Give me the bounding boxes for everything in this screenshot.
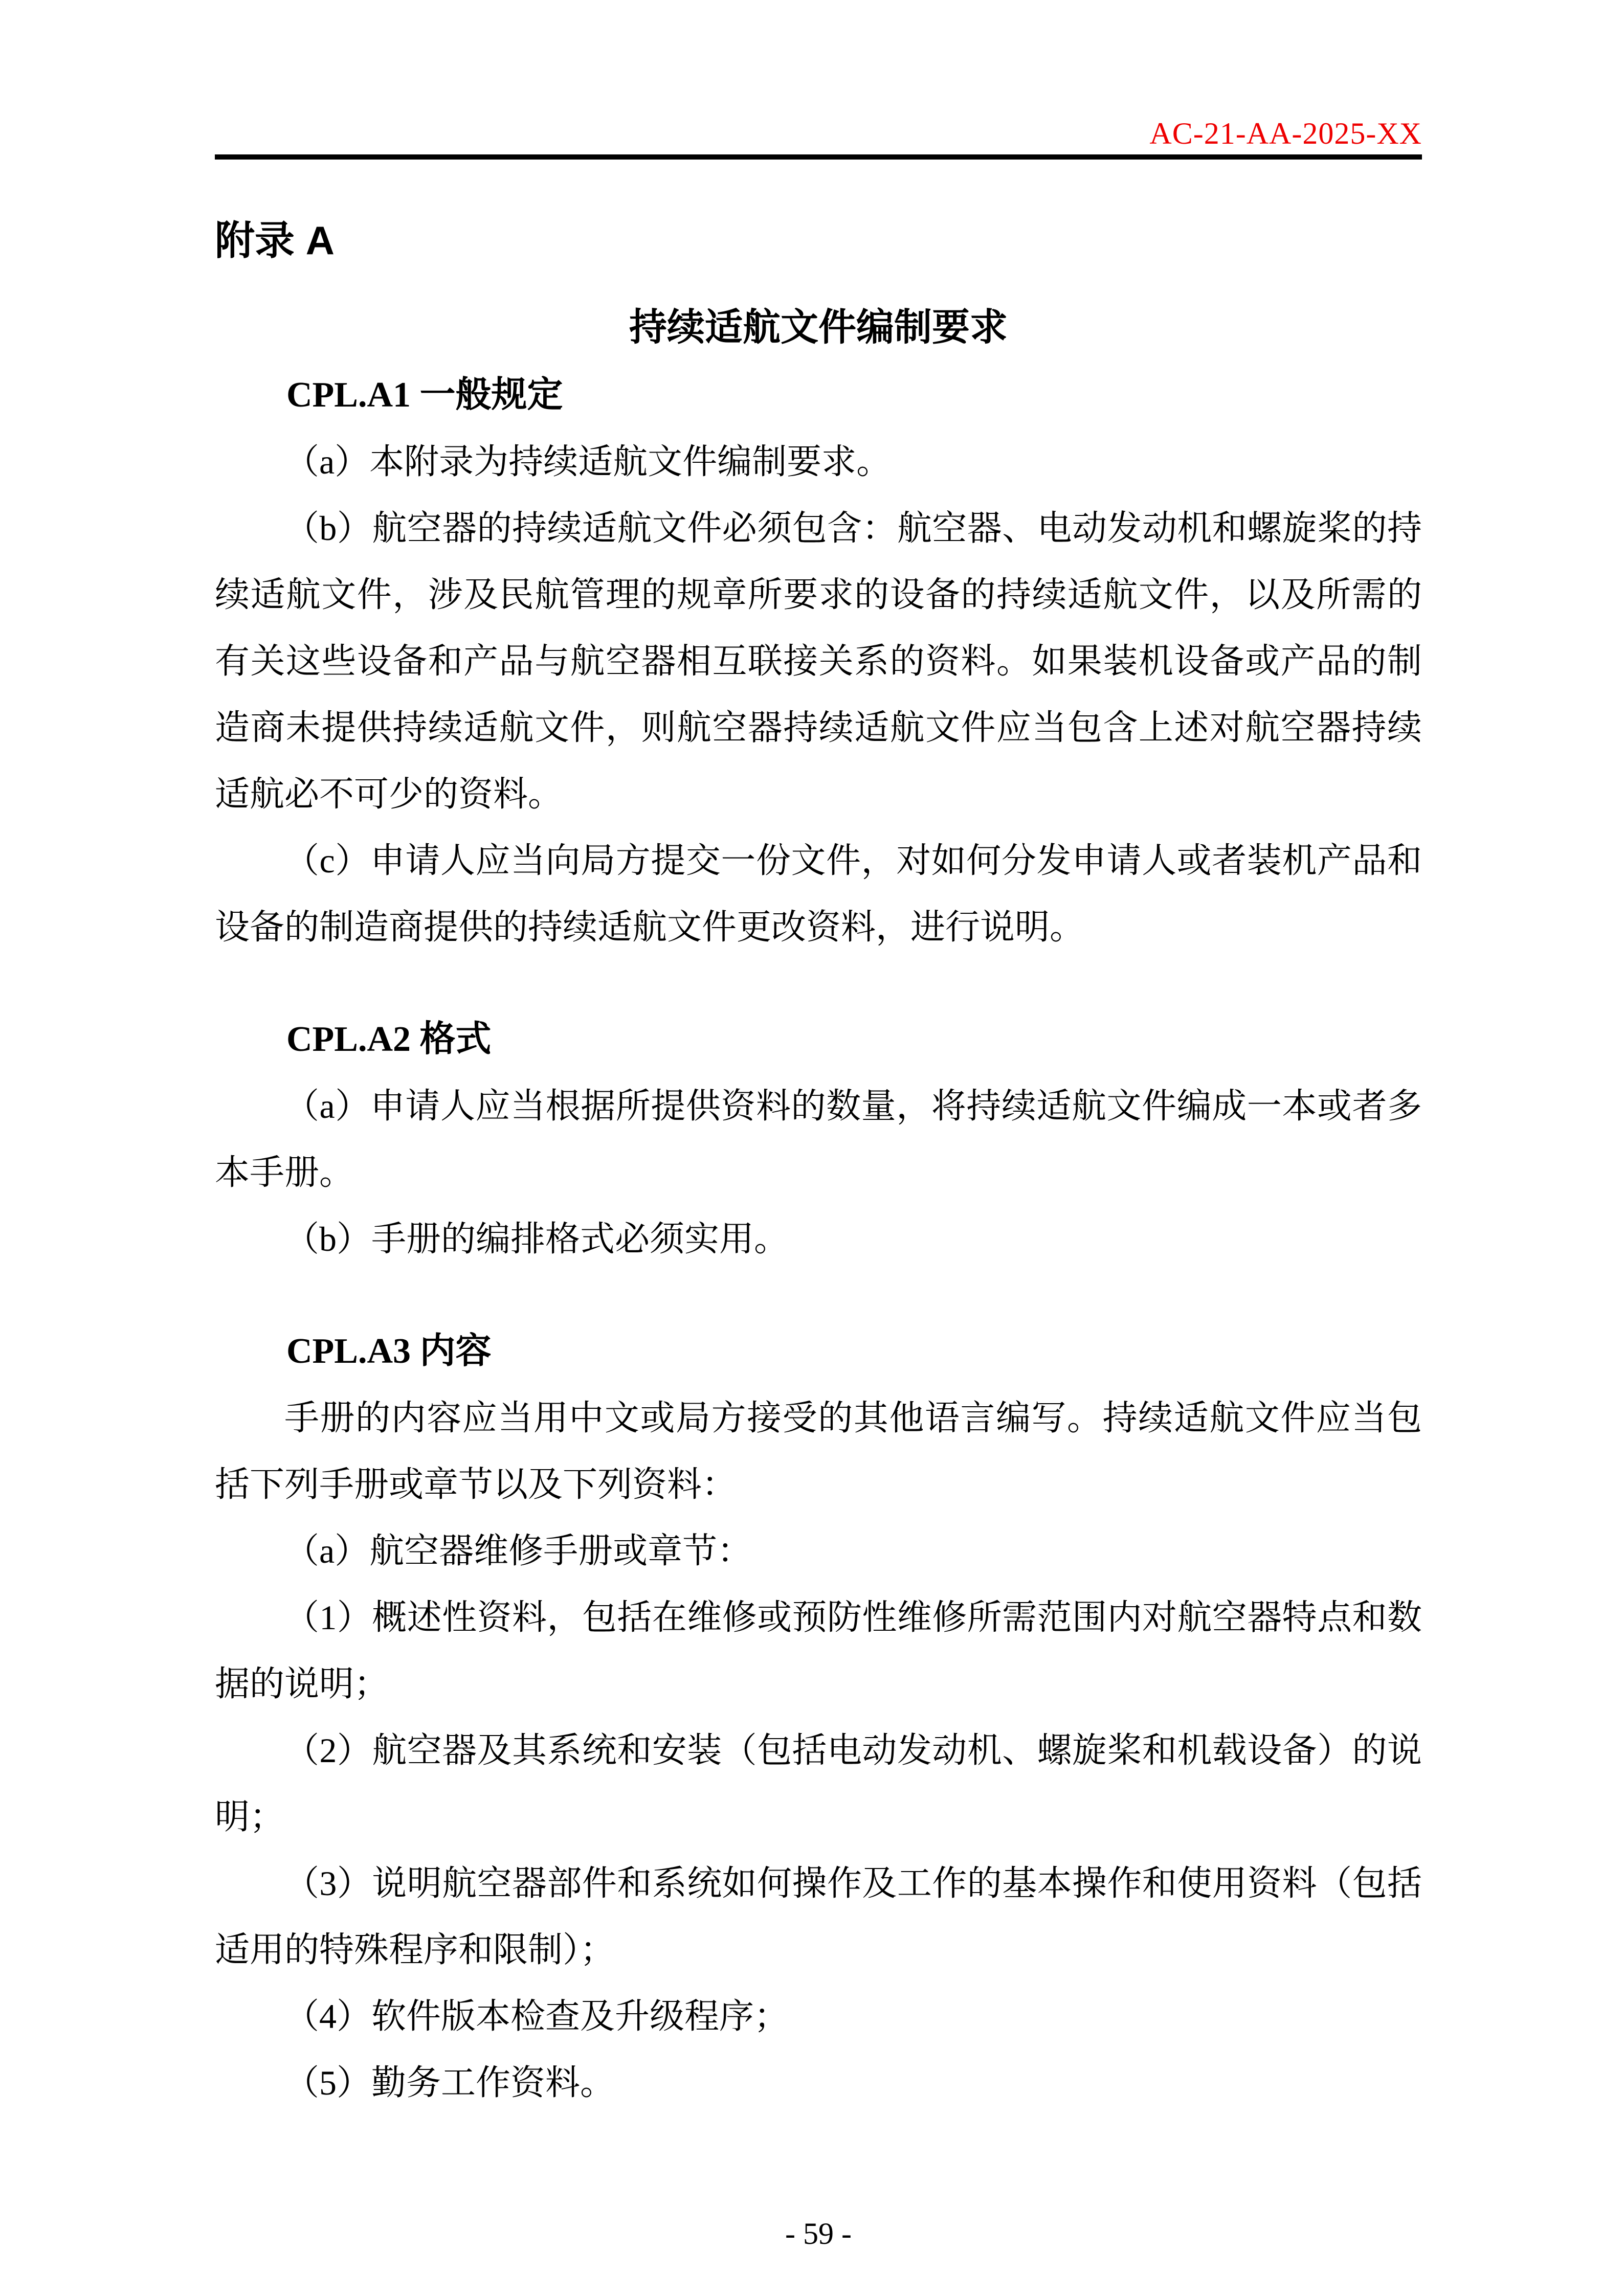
- paragraph: （a）申请人应当根据所提供资料的数量，将持续适航文件编成一本或者多本手册。: [215, 1087, 1422, 1192]
- paragraph: （b）手册的编排格式必须实用。: [284, 1220, 789, 1258]
- sections: [215, 362, 1422, 2116]
- section: [215, 1318, 1422, 2116]
- paragraph: （a）本附录为持续适航文件编制要求。: [284, 442, 892, 481]
- section: [215, 1006, 1422, 1272]
- section: [215, 362, 1422, 960]
- appendix-label: 附录 A: [215, 218, 335, 263]
- paragraph: （c）申请人应当向局方提交一份文件，对如何分发申请人或者装机产品和设备的制造商提供的持续适航文件更改资料，进行说明。: [215, 841, 1422, 947]
- header-rule: [215, 154, 1422, 160]
- section-paragraphs: [215, 1073, 1422, 1272]
- paragraph: （1）概述性资料，包括在维修或预防性维修所需范围内对航空器特点和数据的说明；: [215, 1598, 1422, 1703]
- section-heading: CPL.A1 一般规定: [286, 375, 563, 415]
- page-title: 持续适航文件编制要求: [629, 306, 1008, 348]
- page-number: - 59 -: [785, 2217, 852, 2250]
- paragraph: （2）航空器及其系统和安装（包括电动发动机、螺旋桨和机载设备）的说明；: [215, 1731, 1422, 1836]
- page-header: [215, 0, 1422, 160]
- section-paragraphs: [215, 1385, 1422, 2116]
- paragraph: （b）航空器的持续适航文件必须包含：航空器、电动发动机和螺旋桨的持续适航文件，涉及民航管理的规章所要求的设备的持续适航文件，以及所需的有关这些设备和产品与航空器相互联接关系的资料。如果装机设备或产品的制造商未提供持续适航文件，则航空器持续适航文件应当包含上述对航空器持续适航必不可少的资料。: [215, 509, 1422, 814]
- paragraph: （3）说明航空器部件和系统如何操作及工作的基本操作和使用资料（包括适用的特殊程序和限制）；: [215, 1864, 1422, 1969]
- section-paragraphs: [215, 429, 1422, 960]
- paragraph: 手册的内容应当用中文或局方接受的其他语言编写。持续适航文件应当包括下列手册或章节以及下列资料：: [215, 1399, 1422, 1504]
- section-heading: CPL.A2 格式: [286, 1020, 492, 1059]
- paragraph: （4）软件版本检查及升级程序；: [284, 1997, 789, 2036]
- section-heading: CPL.A3 内容: [286, 1332, 492, 1371]
- paragraph: （5）勤务工作资料。: [284, 2063, 615, 2102]
- paragraph: （a）航空器维修手册或章节：: [284, 1532, 752, 1570]
- document-number: AC-21-AA-2025-XX: [1149, 117, 1422, 150]
